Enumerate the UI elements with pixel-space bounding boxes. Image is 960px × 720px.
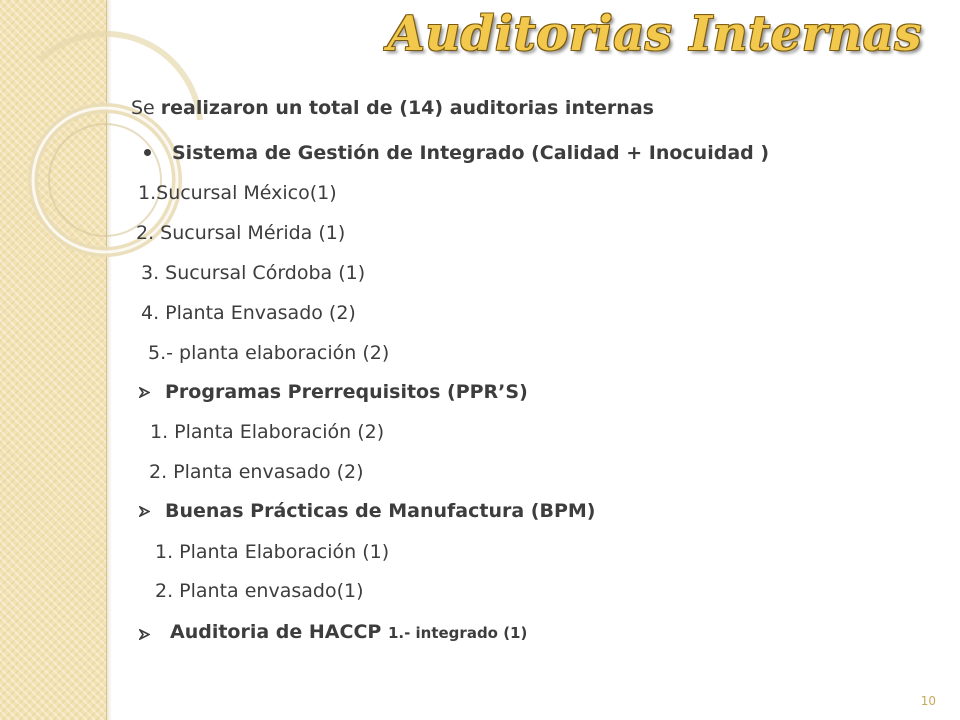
intro-prefix: Se <box>131 97 161 119</box>
ppr-item-1: 1. Planta Elaboración (2) <box>150 421 385 443</box>
section-haccp-label: Auditoria de HACCP <box>170 621 388 643</box>
arrow-bullet-icon <box>139 387 150 398</box>
section-haccp-line <box>170 620 527 645</box>
arrow-bullet-icon <box>139 629 150 640</box>
bullet-dot-icon <box>144 149 151 156</box>
sgi-item-3: 3. Sucursal Córdoba (1) <box>141 262 366 284</box>
sgi-item-2: 2. Sucursal Mérida (1) <box>136 222 346 244</box>
sgi-item-5: 5.- planta elaboración (2) <box>148 342 390 364</box>
bpm-item-2: 2. Planta envasado(1) <box>155 580 364 602</box>
section-bpm-label: Buenas Prácticas de Manufactura (BPM) <box>165 500 596 522</box>
arrow-bullet-icon <box>139 506 150 517</box>
bpm-item-1: 1. Planta Elaboración (1) <box>155 541 390 563</box>
sgi-item-1: 1.Sucursal México(1) <box>138 182 337 204</box>
section-sgi-label: Sistema de Gestión de Integrado (Calidad + Inocuidad ) <box>172 142 770 164</box>
page-title: Auditorias Internas <box>387 6 922 62</box>
sgi-item-4: 4. Planta Envasado (2) <box>141 302 356 324</box>
intro-bold-text: realizaron un total de (14) auditorias internas <box>160 97 654 119</box>
ppr-item-2: 2. Planta envasado (2) <box>149 461 364 483</box>
page-number: 10 <box>920 694 936 708</box>
section-ppr-label: Programas Prerrequisitos (PPR’S) <box>165 381 528 403</box>
intro-line <box>131 96 654 120</box>
section-haccp-suffix: 1.- integrado (1) <box>387 624 528 642</box>
